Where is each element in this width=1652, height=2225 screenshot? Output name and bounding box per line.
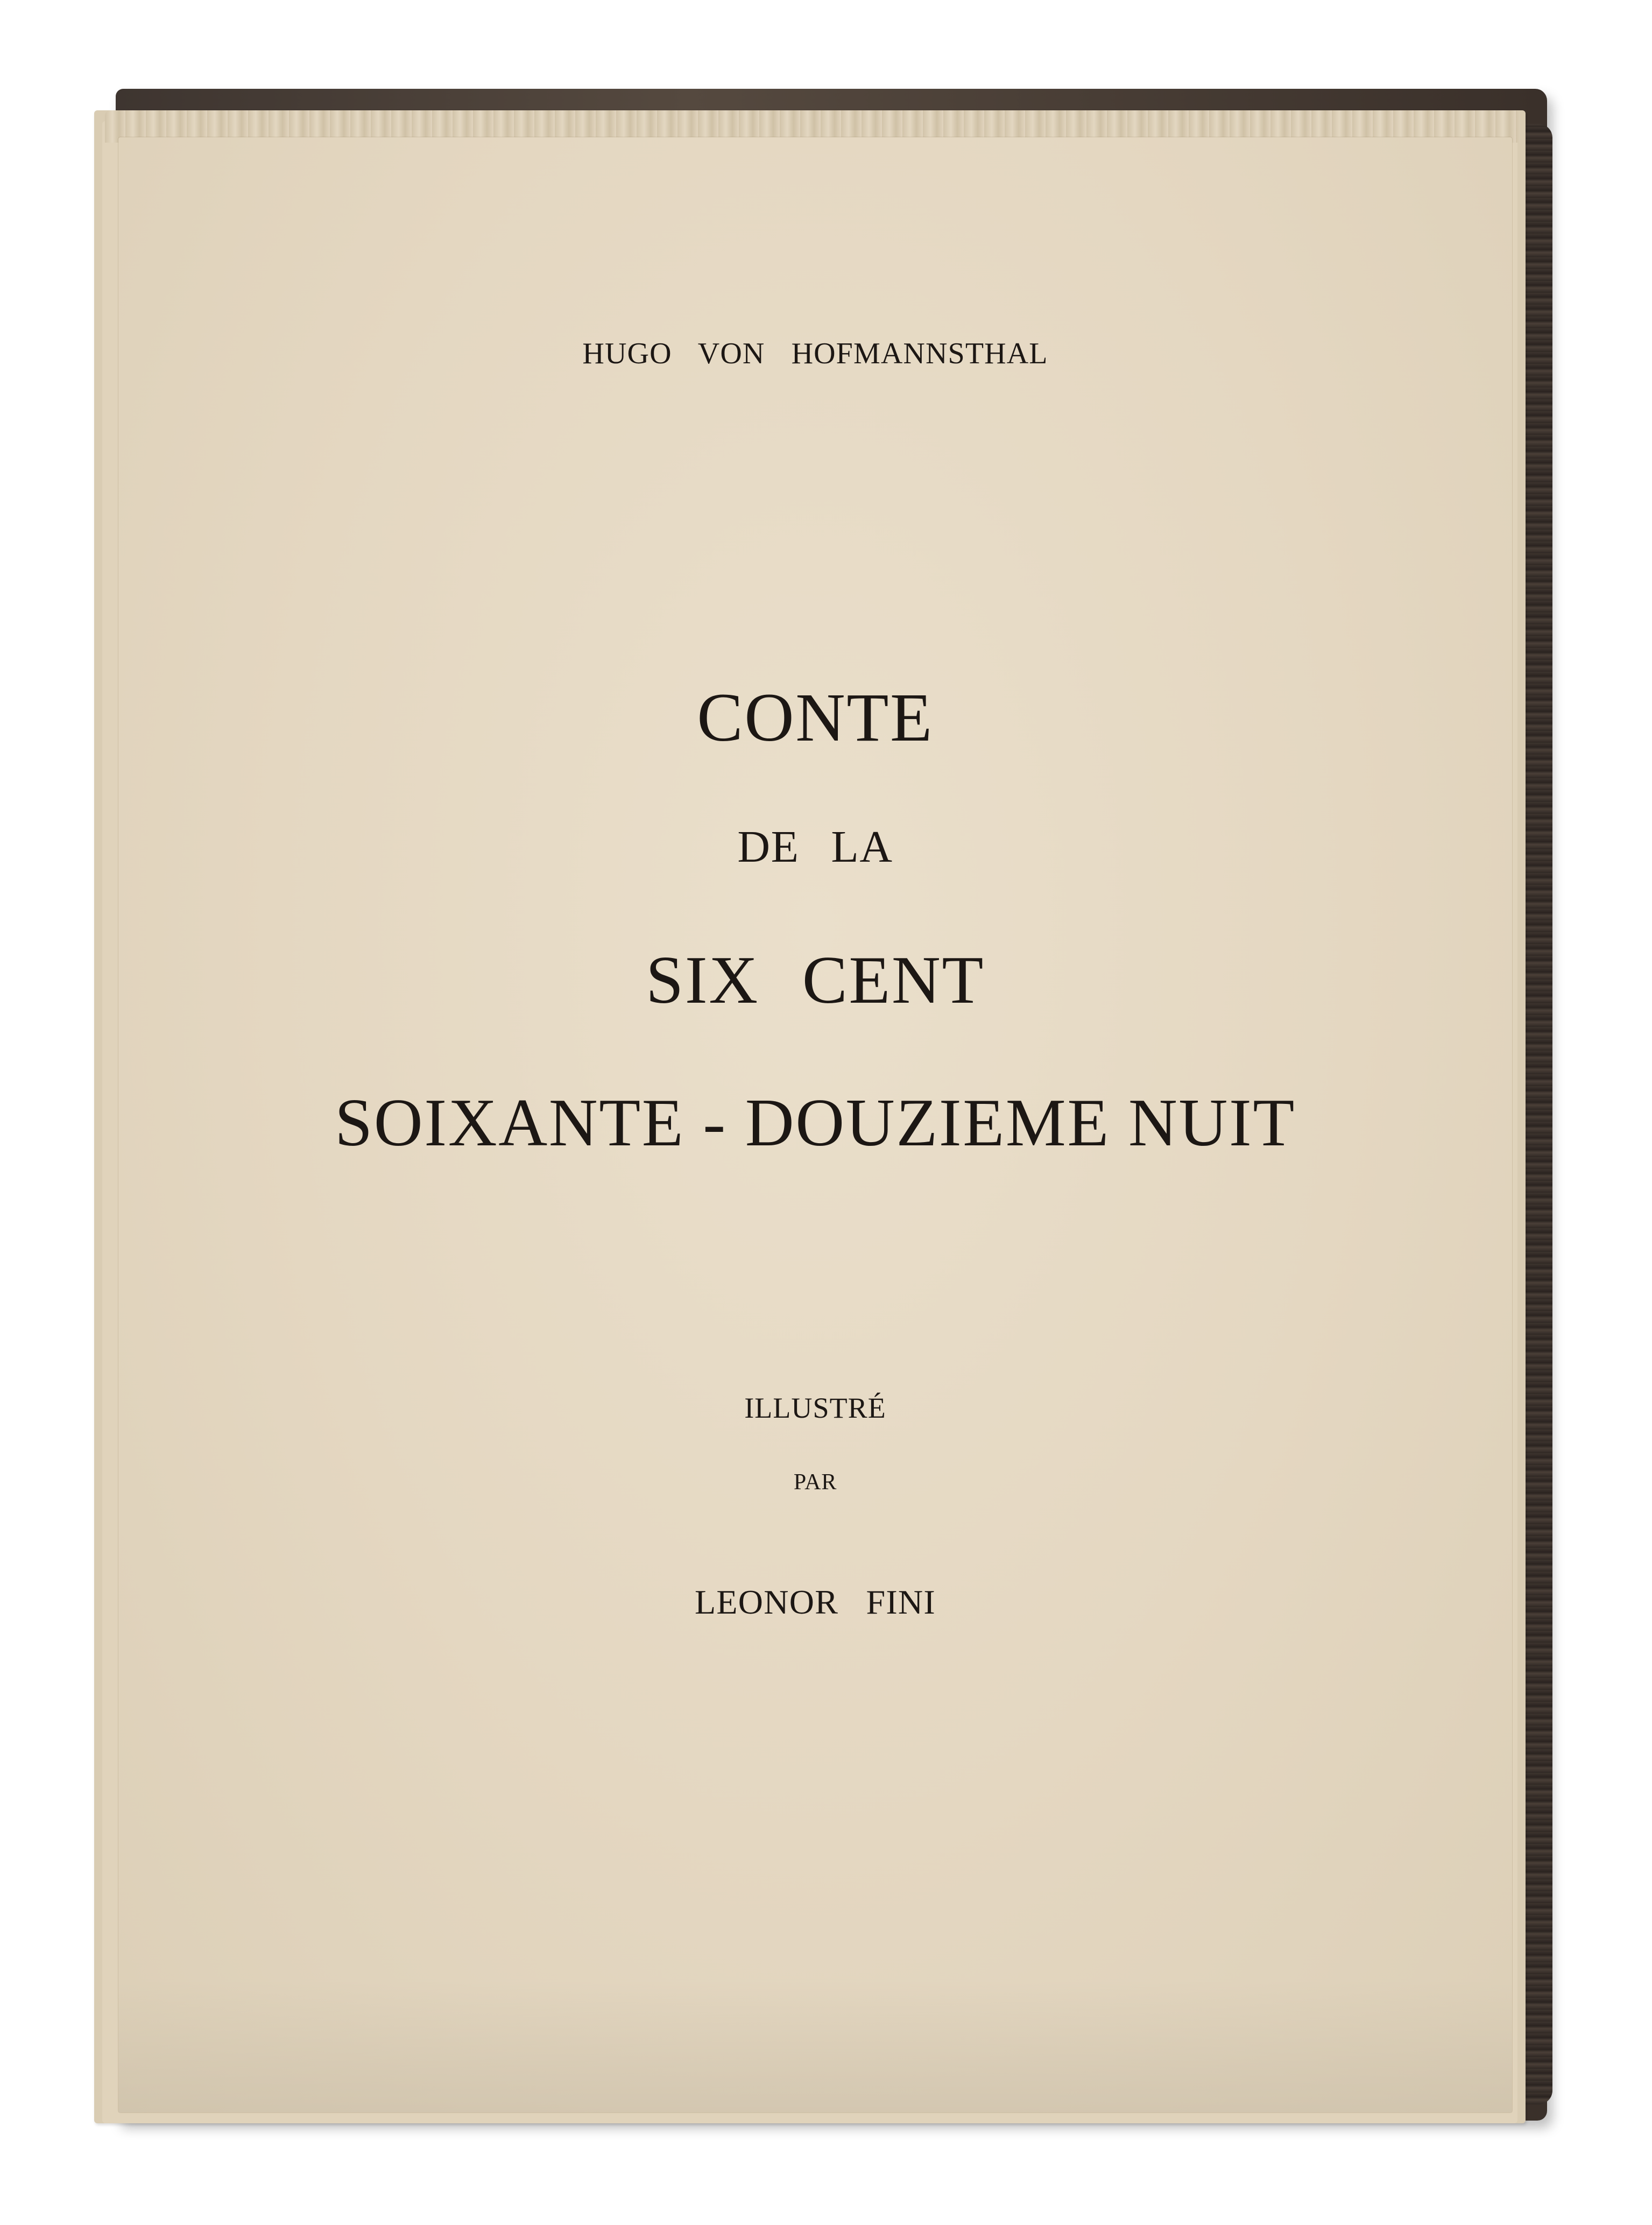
title-page (118, 137, 1512, 2113)
illustrated-label: ILLUSTRÉ (744, 1392, 886, 1424)
page-shadow (118, 1981, 1512, 2113)
author-name: HUGO VON HOFMANNSTHAL (582, 337, 1048, 370)
title-line-1: CONTE (697, 679, 934, 756)
title-line-4: SOIXANTE - DOUZIEME NUIT (335, 1086, 1296, 1160)
title-line-2: DE LA (737, 822, 893, 872)
illustrator-name: LEONOR FINI (694, 1583, 936, 1621)
folder-spine-edge (1523, 124, 1552, 2104)
by-label: PAR (793, 1470, 837, 1495)
title-line-3: SIX CENT (646, 943, 985, 1018)
